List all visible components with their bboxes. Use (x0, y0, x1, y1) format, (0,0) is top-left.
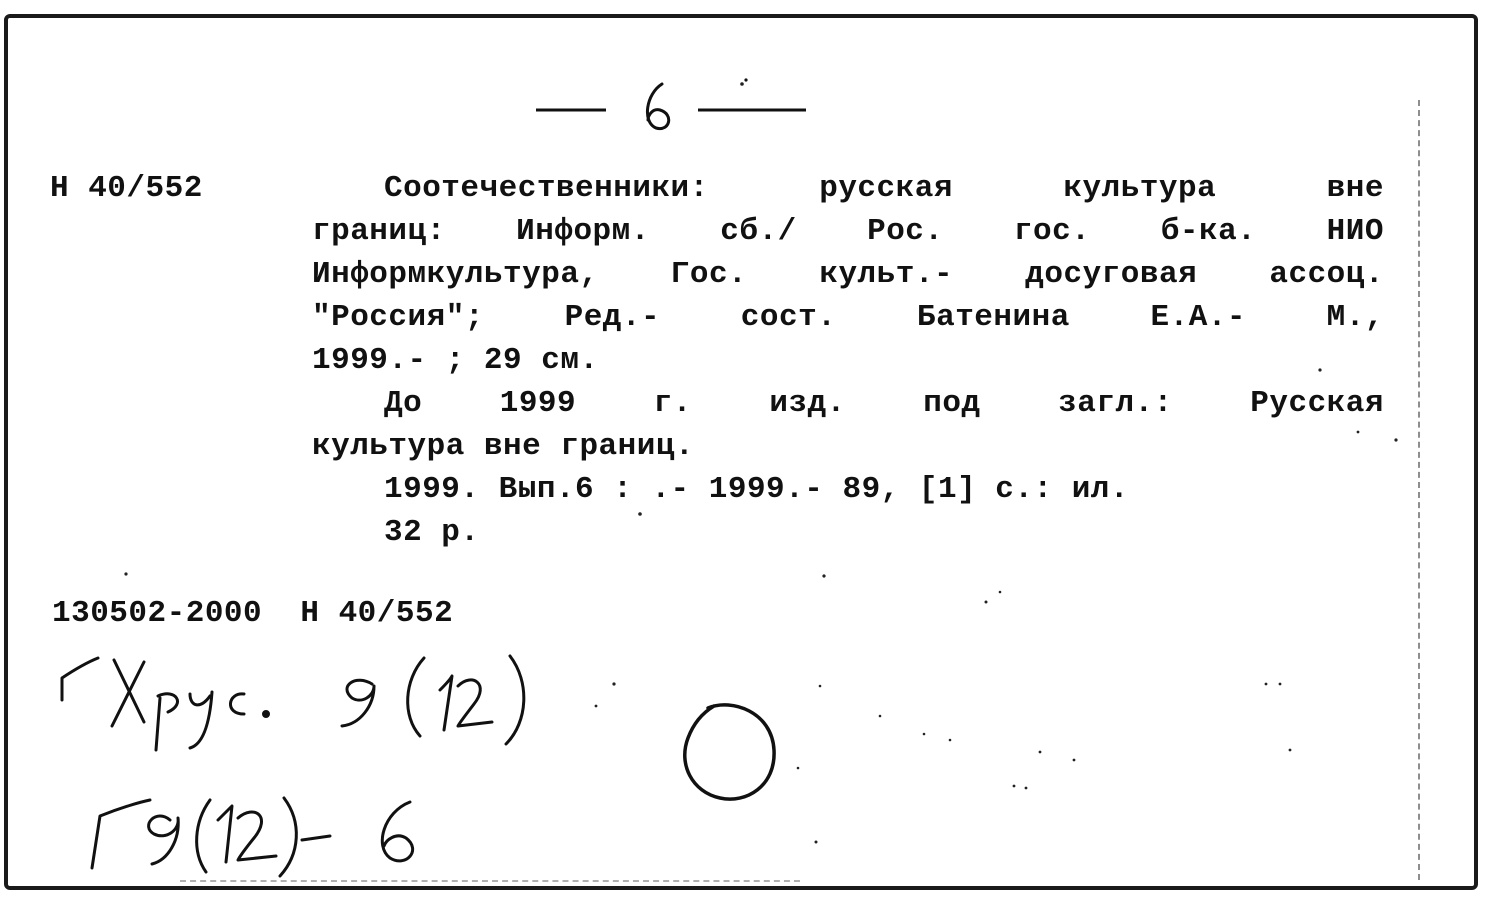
entry-note-line-2: культура вне границ. (312, 429, 695, 464)
entry-line-5: 1999.- ; 29 см. (312, 343, 599, 378)
entry-line-2: границ: Информ. сб./ Рос. гос. б-ка. НИО (312, 214, 1384, 249)
entry-line-1: Соотечественники: русская культура вне (384, 171, 1384, 206)
entry-note-line-1: До 1999 г. изд. под загл.: Русская (384, 386, 1384, 421)
inventory-shelfmark: Н 40/552 (300, 596, 454, 631)
entry-price: 32 р. (384, 515, 480, 550)
inventory-number: 130502-2000 (52, 596, 263, 631)
entry-issue: 1999. Вып.6 : .- 1999.- 89, [1] с.: ил. (384, 472, 1130, 507)
entry-line-4: "Россия"; Ред.- сост. Батенина Е.А.- М., (312, 300, 1384, 335)
shelfmark: Н 40/552 (50, 171, 203, 206)
entry-line-3: Информкультура, Гос. культ.- досуговая ассоц. (312, 257, 1384, 292)
